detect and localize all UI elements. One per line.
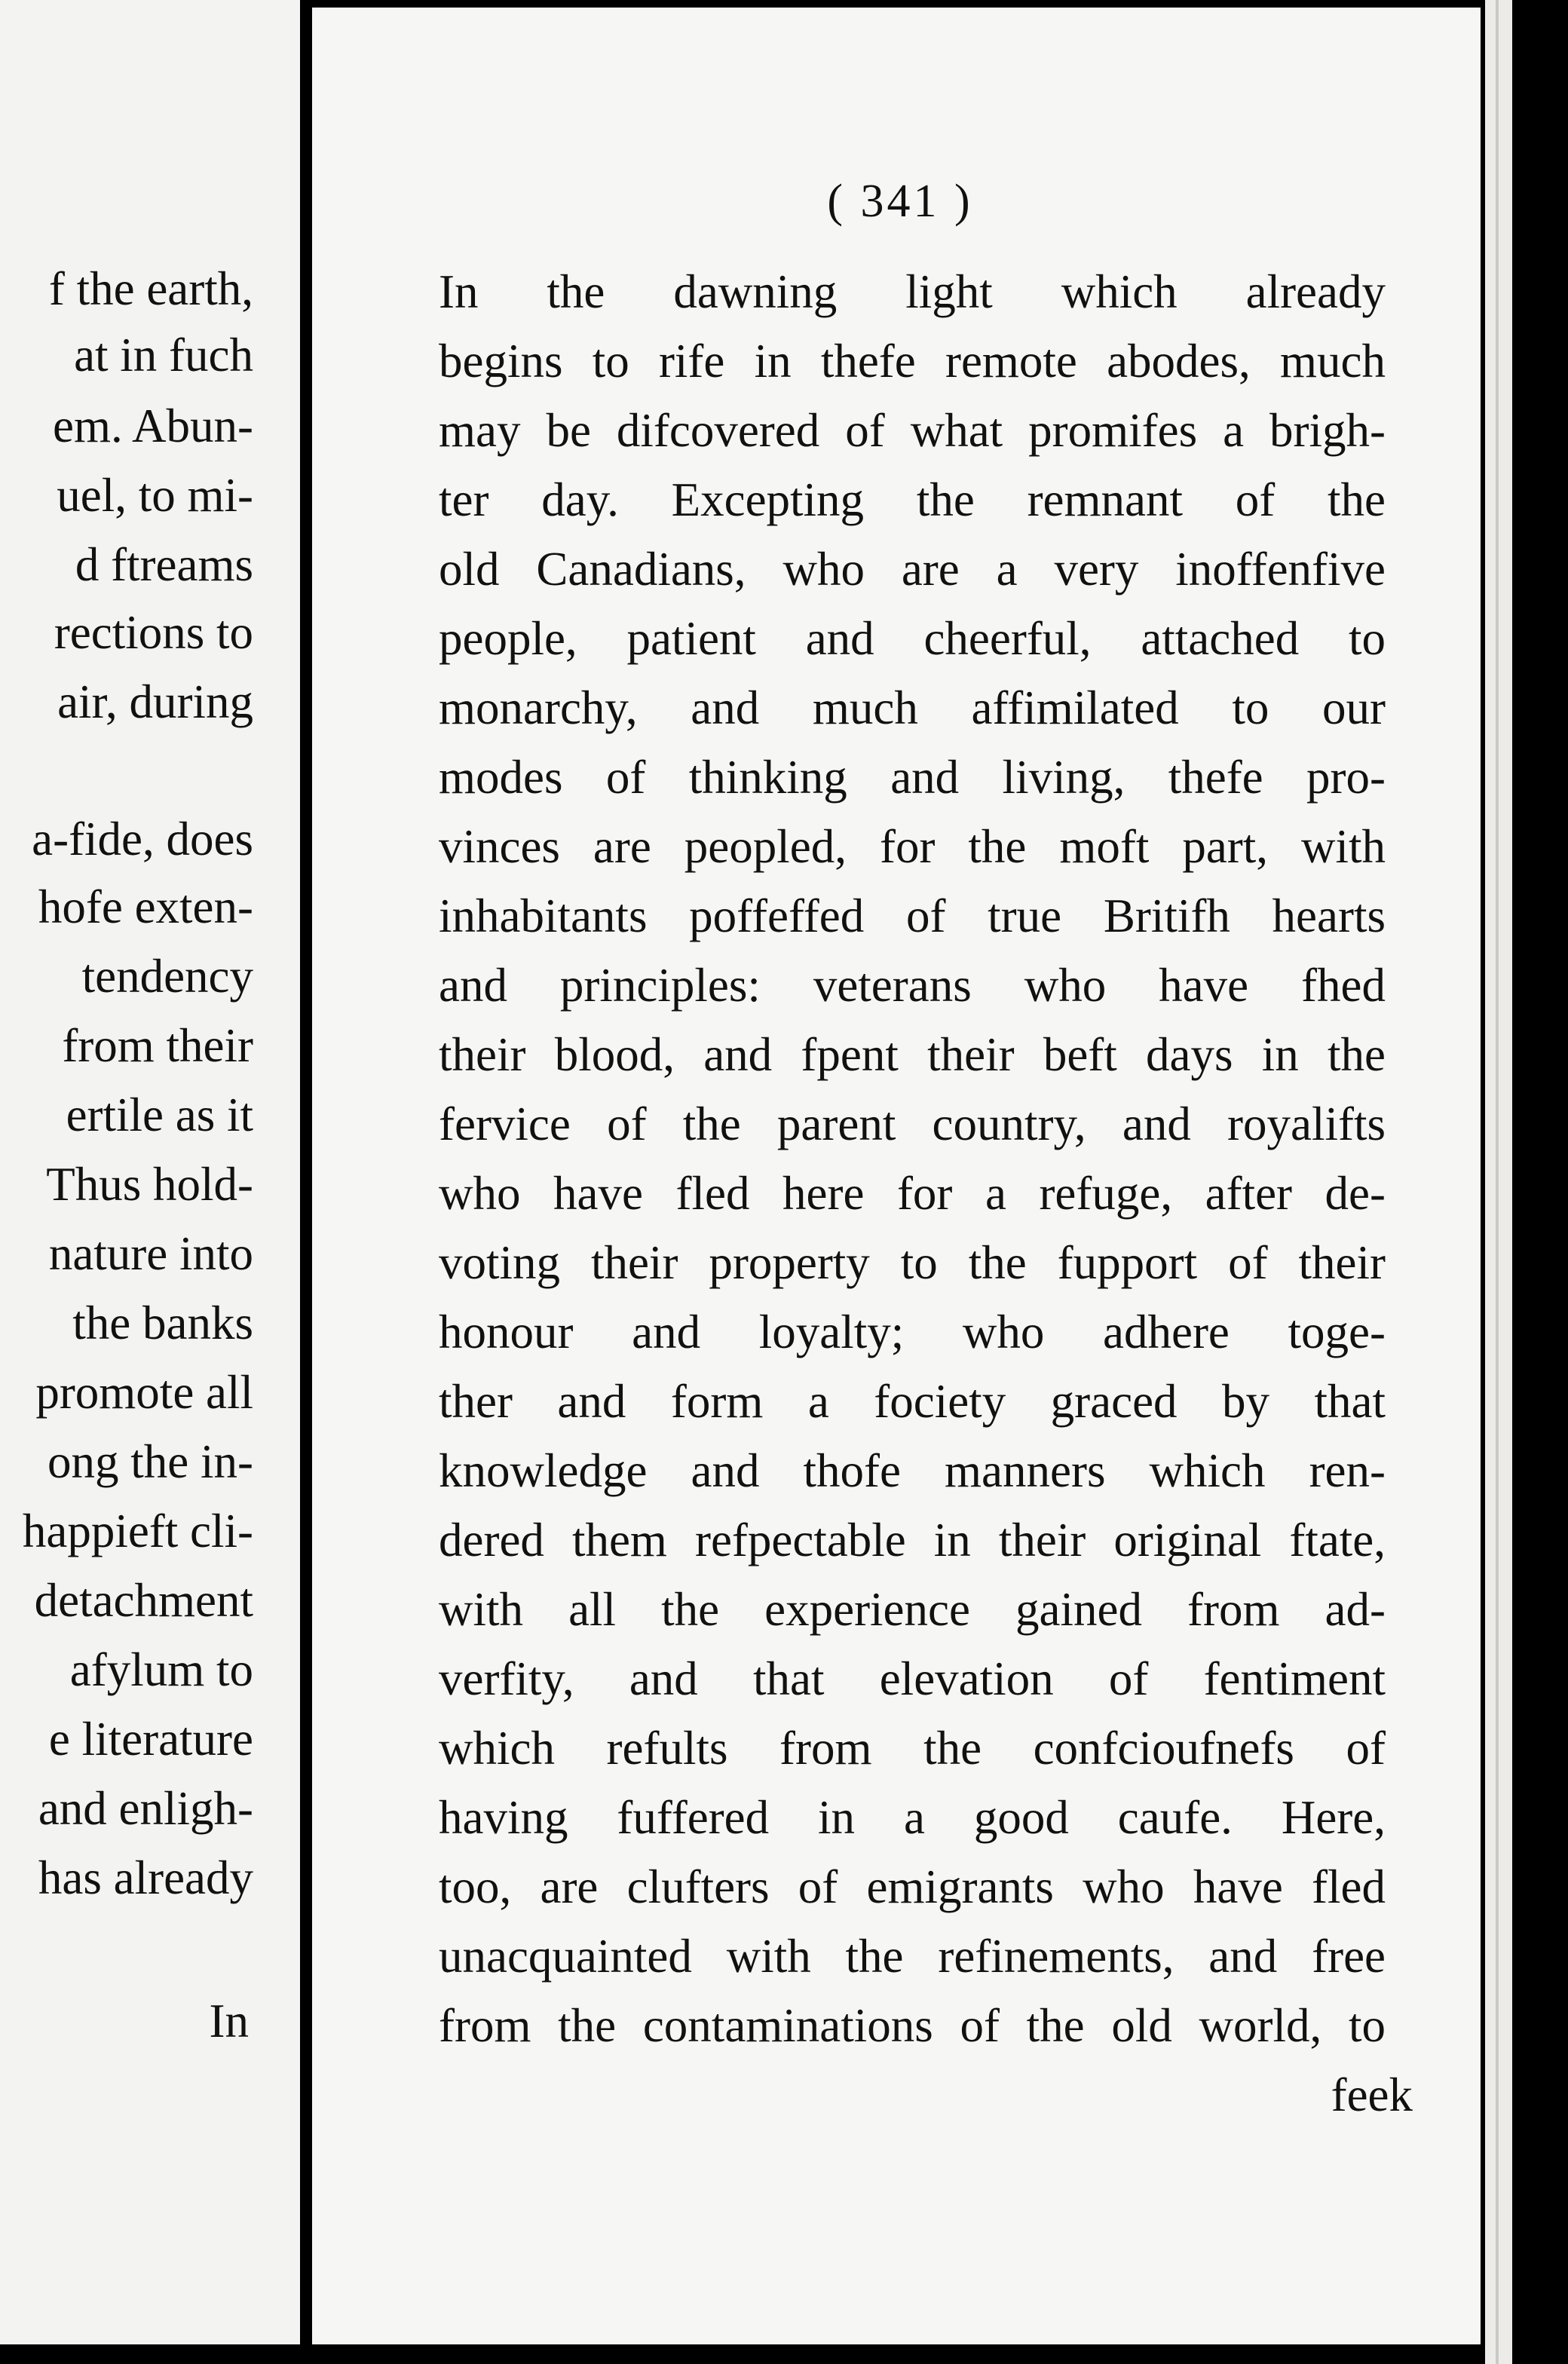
left-text-line: detachment: [34, 1574, 253, 1627]
left-text-line: afylum to: [69, 1643, 253, 1696]
body-text-line: inhabitants poffeffed of true Britifh hearts: [439, 890, 1386, 942]
body-text-line: dered them refpectable in their original ftate,: [439, 1514, 1386, 1566]
body-text-line: may be difcovered of what promifes a brigh-: [439, 404, 1386, 457]
right-page: [312, 8, 1481, 2344]
body-text-line: from the contaminations of the old world, to: [439, 1999, 1386, 2052]
left-text-line: air, during: [57, 675, 253, 728]
left-text-line: rections to: [54, 606, 253, 659]
body-text-line: monarchy, and much affimilated to our: [439, 681, 1386, 734]
body-text-line: honour and loyalty; who adhere toge-: [439, 1306, 1386, 1358]
left-text-line: happieft cli-: [22, 1505, 253, 1557]
body-text-line: fervice of the parent country, and royalifts: [439, 1098, 1386, 1150]
body-text-line: In the dawning light which already: [439, 265, 1386, 318]
body-text-line: begins to rife in thefe remote abodes, much: [439, 335, 1386, 387]
left-text-line: hofe exten-: [38, 880, 253, 933]
left-text-line: ong the in-: [47, 1435, 253, 1488]
body-text-line: knowledge and thofe manners which ren-: [439, 1444, 1386, 1497]
body-text-line: which refults from the confcioufnefs of: [439, 1722, 1386, 1775]
body-text-line: verfity, and that elevation of fentiment: [439, 1652, 1386, 1705]
left-text-line: uel, to mi-: [57, 469, 253, 522]
left-text-line: a-fide, does: [32, 813, 253, 865]
body-text-line: old Canadians, who are a very inoffenfive: [439, 543, 1386, 596]
left-text-line: at in fuch: [74, 329, 253, 381]
body-text-line: who have fled here for a refuge, after de-: [439, 1167, 1386, 1220]
body-text-line: and principles: veterans who have fhed: [439, 959, 1386, 1012]
left-text-line: and enligh-: [38, 1782, 253, 1835]
body-text-line: voting their property to the fupport of their: [439, 1236, 1386, 1289]
left-text-line: e literature: [48, 1713, 253, 1765]
body-text-line: ther and form a fociety graced by that: [439, 1375, 1386, 1428]
left-text-line: em. Abun-: [53, 400, 253, 452]
left-text-line: from their: [62, 1019, 253, 1072]
left-text-line: has already: [38, 1851, 253, 1904]
scan-border: [1512, 0, 1568, 2364]
body-text-line: having fuffered in a good caufe. Here,: [439, 1791, 1386, 1844]
left-page: [0, 0, 300, 2344]
left-text-line: f the earth,: [48, 262, 253, 315]
catchword: feek: [1331, 2068, 1413, 2121]
body-text-line: modes of thinking and living, thefe pro-: [439, 751, 1386, 804]
left-text-line: Thus hold-: [46, 1158, 253, 1211]
left-text-line: d ftreams: [75, 538, 253, 591]
body-text-line: with all the experience gained from ad-: [439, 1583, 1386, 1636]
body-text-line: ter day. Excepting the remnant of the: [439, 473, 1386, 526]
left-text-line: the banks: [72, 1297, 253, 1349]
left-text-line: ertile as it: [66, 1089, 253, 1141]
body-text-line: unacquainted with the refinements, and free: [439, 1930, 1386, 1983]
left-catchword: In: [209, 1995, 249, 2047]
left-text-line: tendency: [81, 950, 253, 1003]
page-edge-strip: [1481, 0, 1512, 2364]
left-text-line: promote all: [35, 1366, 253, 1419]
body-text-line: people, patient and cheerful, attached to: [439, 612, 1386, 665]
page-number: ( 341 ): [827, 176, 973, 227]
body-text-line: vinces are peopled, for the moft part, with: [439, 820, 1386, 873]
book-gutter: [300, 0, 312, 2364]
body-text-line: their blood, and fpent their beft days in the: [439, 1028, 1386, 1081]
left-text-line: nature into: [48, 1227, 253, 1280]
body-text-line: too, are clufters of emigrants who have fled: [439, 1860, 1386, 1913]
